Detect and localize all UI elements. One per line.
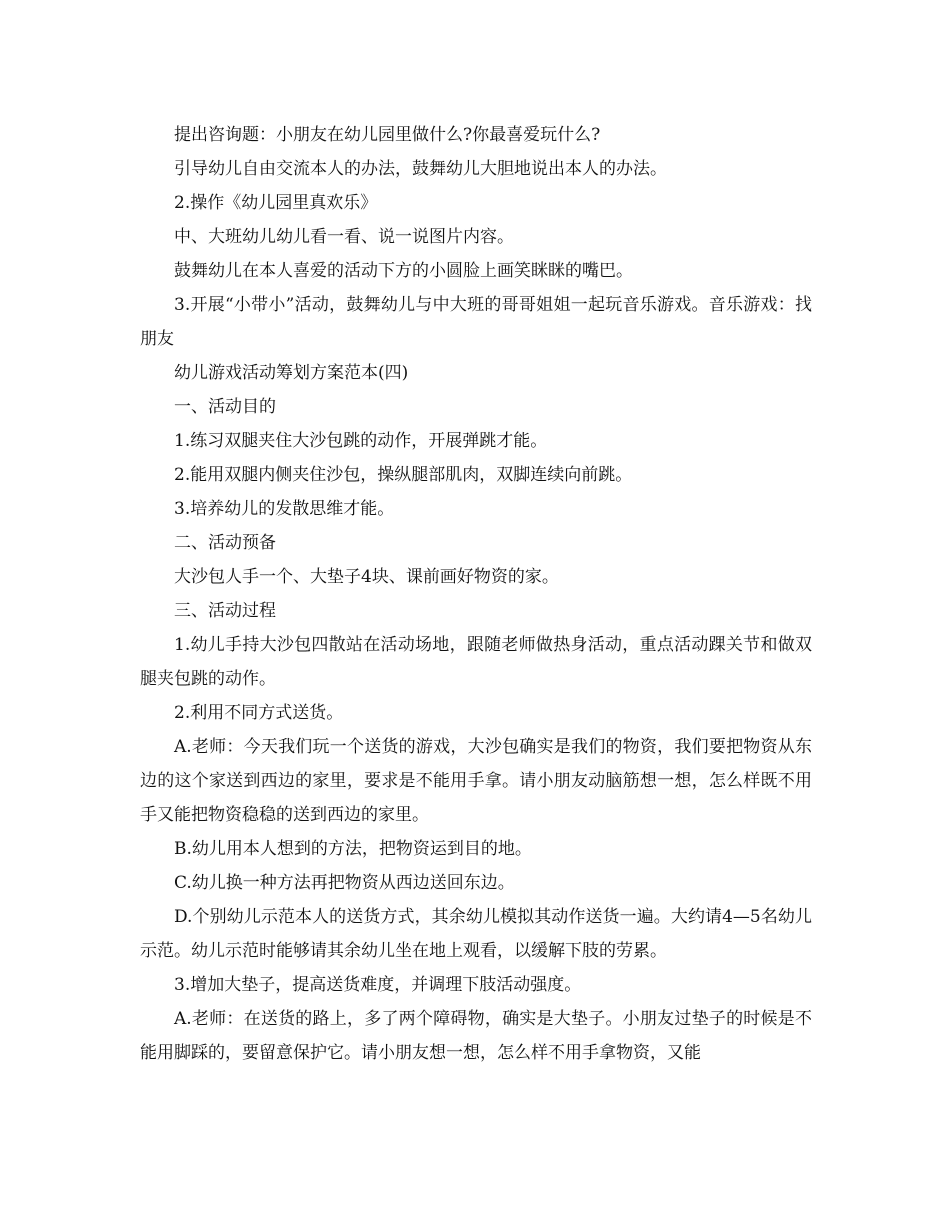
paragraph: 3.开展“小带小”活动，鼓舞幼儿与中大班的哥哥姐姐一起玩音乐游戏。音乐游戏：找朋友 [140, 295, 812, 349]
paragraph: 3.培养幼儿的发散思维才能。 [174, 499, 395, 519]
paragraph: 提出咨询题：小朋友在幼儿园里做什么?你最喜爱玩什么? [174, 125, 601, 145]
paragraph: D.个别幼儿示范本人的送货方式，其余幼儿模拟其动作送货一遍。大约请4—5名幼儿示范。幼儿示范时能够请其余幼儿坐在地上观看，以缓解下肢的劳累。 [140, 907, 812, 961]
paragraph: 中、大班幼儿幼儿看一看、说一说图片内容。 [174, 227, 514, 247]
paragraph: 大沙包人手一个、大垫子4块、课前画好物资的家。 [174, 567, 559, 587]
paragraph: B.幼儿用本人想到的方法，把物资运到目的地。 [174, 839, 532, 859]
heading: 二、活动预备 [174, 533, 276, 553]
section-title: 幼儿游戏活动筹划方案范本(四) [174, 363, 409, 383]
paragraph: A.老师：今天我们玩一个送货的游戏，大沙包确实是我们的物资，我们要把物资从东边的这个家送到西边的家里，要求是不能用手拿。请小朋友动脑筋想一想，怎么样既不用手又能把物资稳稳的送到西边的家里。 [140, 737, 812, 825]
paragraph: 鼓舞幼儿在本人喜爱的活动下方的小圆脸上画笑眯眯的嘴巴。 [174, 261, 633, 281]
paragraph: 引导幼儿自由交流本人的办法，鼓舞幼儿大胆地说出本人的办法。 [174, 159, 667, 179]
paragraph: 1.练习双腿夹住大沙包跳的动作，开展弹跳才能。 [174, 431, 548, 451]
heading: 一、活动目的 [174, 397, 276, 417]
paragraph: 2.利用不同方式送货。 [174, 703, 344, 723]
heading: 三、活动过程 [174, 601, 276, 621]
paragraph: 3.增加大垫子，提高送货难度，并调理下肢活动强度。 [174, 975, 582, 995]
paragraph: A.老师：在送货的路上，多了两个障碍物，确实是大垫子。小朋友过垫子的时候是不能用脚踩的，要留意保护它。请小朋友想一想，怎么样不用手拿物资，又能 [140, 1009, 812, 1063]
paragraph: 1.幼儿手持大沙包四散站在活动场地，跟随老师做热身活动，重点活动踝关节和做双腿夹包跳的动作。 [140, 635, 812, 689]
paragraph: C.幼儿换一种方法再把物资从西边送回东边。 [174, 873, 515, 893]
paragraph: 2.能用双腿内侧夹住沙包，操纵腿部肌肉，双脚连续向前跳。 [174, 465, 633, 485]
document-body [140, 118, 812, 1070]
paragraph: 2.操作《幼儿园里真欢乐》 [174, 193, 378, 213]
